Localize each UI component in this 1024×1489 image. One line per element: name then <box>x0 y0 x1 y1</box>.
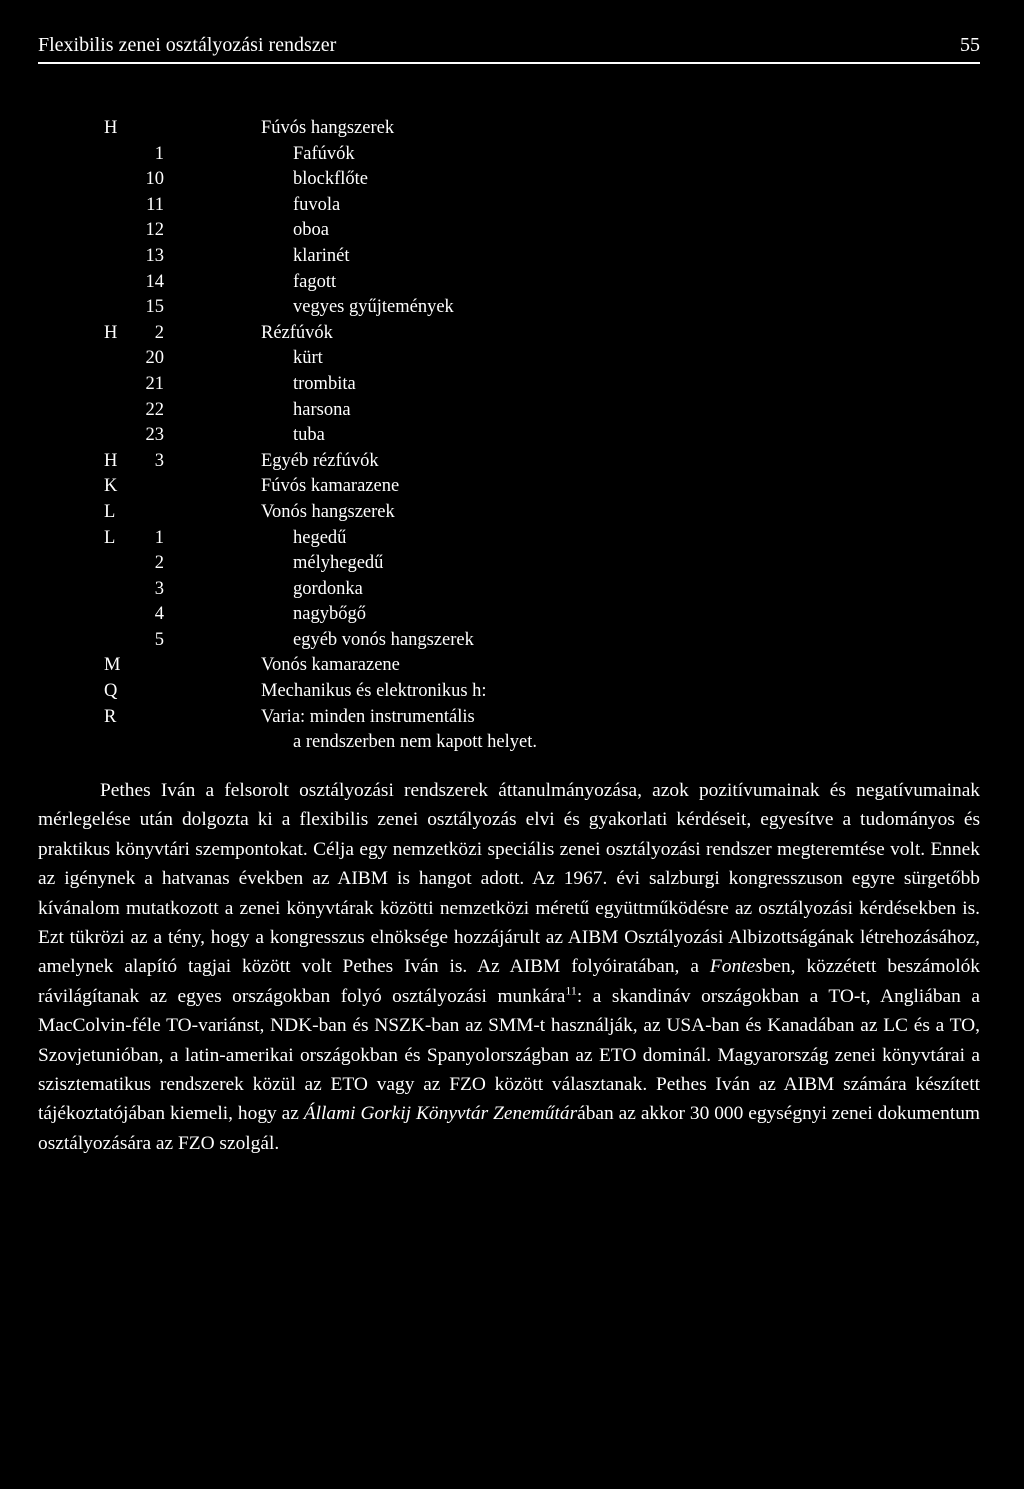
outline-row <box>0 628 1024 654</box>
class-label: nagybőgő <box>293 604 366 625</box>
outline-row <box>0 193 1024 219</box>
outline-row <box>0 244 1024 270</box>
paragraph-text-3: : a skandináv országokban a TO-t, Angliában a MacColvin-féle TO-variánst, NDK-ban és NSZK-ban az SMM-t használják, az USA-ban és Kanadában az LC és a TO, Szovjetunióban, a latin-amerikai országokban és Spanyolországban az ETO dominál. Magyarország zenei könyvtárai a szisztematikus rendszerek közül az ETO vagy az FZO között választanak. Pethes Iván az AIBM számára készített tájékoztatójában kiemeli, hogy az <box>38 985 980 1125</box>
running-title: Flexibilis zenei osztályozási rendszer <box>38 34 337 56</box>
class-label: Varia: minden instrumentális <box>261 706 475 727</box>
class-number: 22 <box>145 399 164 420</box>
class-number: 20 <box>145 348 164 369</box>
class-label: klarinét <box>293 245 350 266</box>
class-label: vegyes gyűjtemények <box>293 297 454 318</box>
outline-row <box>0 449 1024 475</box>
class-letter: Q <box>104 681 118 702</box>
outline-row <box>0 218 1024 244</box>
outline-row <box>0 346 1024 372</box>
class-number: 1 <box>154 527 164 548</box>
class-number: 3 <box>154 450 164 471</box>
class-number: 1 <box>154 143 164 164</box>
class-letter: H <box>104 118 118 138</box>
class-label: Egyéb rézfúvók <box>261 450 379 471</box>
footnote-reference: 11 <box>565 983 577 998</box>
running-header <box>38 30 980 62</box>
class-label: Rézfúvók <box>261 322 333 343</box>
class-label: fagott <box>293 271 337 292</box>
body-paragraph <box>38 776 980 1158</box>
outline-row <box>0 705 1024 731</box>
class-number: 11 <box>146 194 164 215</box>
outline-row <box>0 270 1024 296</box>
class-label: gordonka <box>293 578 363 599</box>
class-label: blockflőte <box>293 169 369 190</box>
outline-row <box>0 295 1024 321</box>
library-name: Állami Gorkij Könyvtár Zeneműtár <box>303 1103 578 1125</box>
outline-row <box>0 321 1024 347</box>
class-letter: M <box>104 655 121 676</box>
class-label: kürt <box>293 348 323 369</box>
class-label: fuvola <box>293 194 341 215</box>
outline-row <box>0 398 1024 424</box>
class-label: oboa <box>293 220 329 241</box>
outline-row <box>0 551 1024 577</box>
class-letter: H <box>104 450 118 471</box>
outline-row <box>0 577 1024 603</box>
outline-row <box>0 142 1024 168</box>
header-rule <box>38 62 980 64</box>
class-number: 23 <box>145 425 164 446</box>
class-letter: R <box>104 706 117 727</box>
class-number: 4 <box>154 604 164 625</box>
class-label: trombita <box>293 373 356 394</box>
class-number: 13 <box>145 245 164 266</box>
class-label: harsona <box>293 399 351 420</box>
class-label: Fúvós hangszerek <box>261 118 395 138</box>
outline-row <box>0 116 1024 142</box>
class-number: 2 <box>154 322 164 343</box>
page-number: 55 <box>960 34 980 56</box>
paragraph-text-2: ben, közzétett beszámolók rávilágítanak az egyes országokban folyó osztályozási munkára <box>38 956 981 1007</box>
outline-row <box>0 653 1024 679</box>
class-letter: L <box>104 501 116 522</box>
paragraph-text-1: Pethes Iván a felsorolt osztályozási rendszerek áttanulmányozása, azok pozitívumainak és negatívumainak mérlegelése után dolgozta ki a flexibilis zenei osztályozás elvi és gyakorlati kérdéseit, egyesítve a tudományos és praktikus könyvtári szempontokat. Célja egy nemzetközi speciális zenei osztályozási rendszer megteremtése volt. Ennek az igénynek a hatvanas években az AIBM is hangot adott. Az 1967. évi salzburgi kongresszuson egyre sürgetőbb kívánalom mutatkozott a zenei könyvtárak közötti nemzetközi méretű együttműködésre az osztályozási kérdésekben is. Ezt tükrözi az a tény, hogy a kongresszus elnöksége hozzájárult az AIBM Osztályozási Albizottságának létrehozásához, amelynek alapító tagjai között volt Pethes Iván is. Az AIBM folyóiratában, a <box>38 780 980 978</box>
class-letter: L <box>104 527 116 548</box>
paragraph-text-4: ában az akkor 30 000 egységnyi zenei dokumentum osztályozására az FZO szolgál. <box>38 1103 980 1154</box>
outline-row <box>0 730 1024 756</box>
class-letter: K <box>104 476 118 497</box>
outline-row <box>0 679 1024 705</box>
journal-title: Fontes <box>709 956 763 978</box>
class-label: mélyhegedű <box>293 553 384 574</box>
class-number: 3 <box>154 578 164 599</box>
class-label: hegedű <box>293 527 347 548</box>
class-label: tuba <box>293 425 325 446</box>
class-label: Fúvós kamarazene <box>261 476 400 497</box>
outline-row <box>0 167 1024 193</box>
class-number: 14 <box>145 271 164 292</box>
class-label: a rendszerben nem kapott helyet. <box>293 732 537 753</box>
class-number: 12 <box>145 220 164 241</box>
outline-row <box>0 602 1024 628</box>
outline-row <box>0 526 1024 552</box>
class-number: 2 <box>154 553 164 574</box>
class-letter: H <box>104 322 118 343</box>
class-label: Vonós kamarazene <box>261 655 400 676</box>
outline-row <box>0 500 1024 526</box>
class-number: 10 <box>145 169 164 190</box>
outline-row <box>0 423 1024 449</box>
class-number: 21 <box>145 373 164 394</box>
class-label: Fafúvók <box>293 143 355 164</box>
classification-outline <box>0 116 1024 756</box>
outline-row <box>0 474 1024 500</box>
class-label: egyéb vonós hangszerek <box>293 629 474 650</box>
class-label: Mechanikus és elektronikus h: <box>261 681 487 702</box>
class-label: Vonós hangszerek <box>261 501 395 522</box>
outline-row <box>0 372 1024 398</box>
class-number: 15 <box>145 297 164 318</box>
class-number: 5 <box>154 629 164 650</box>
